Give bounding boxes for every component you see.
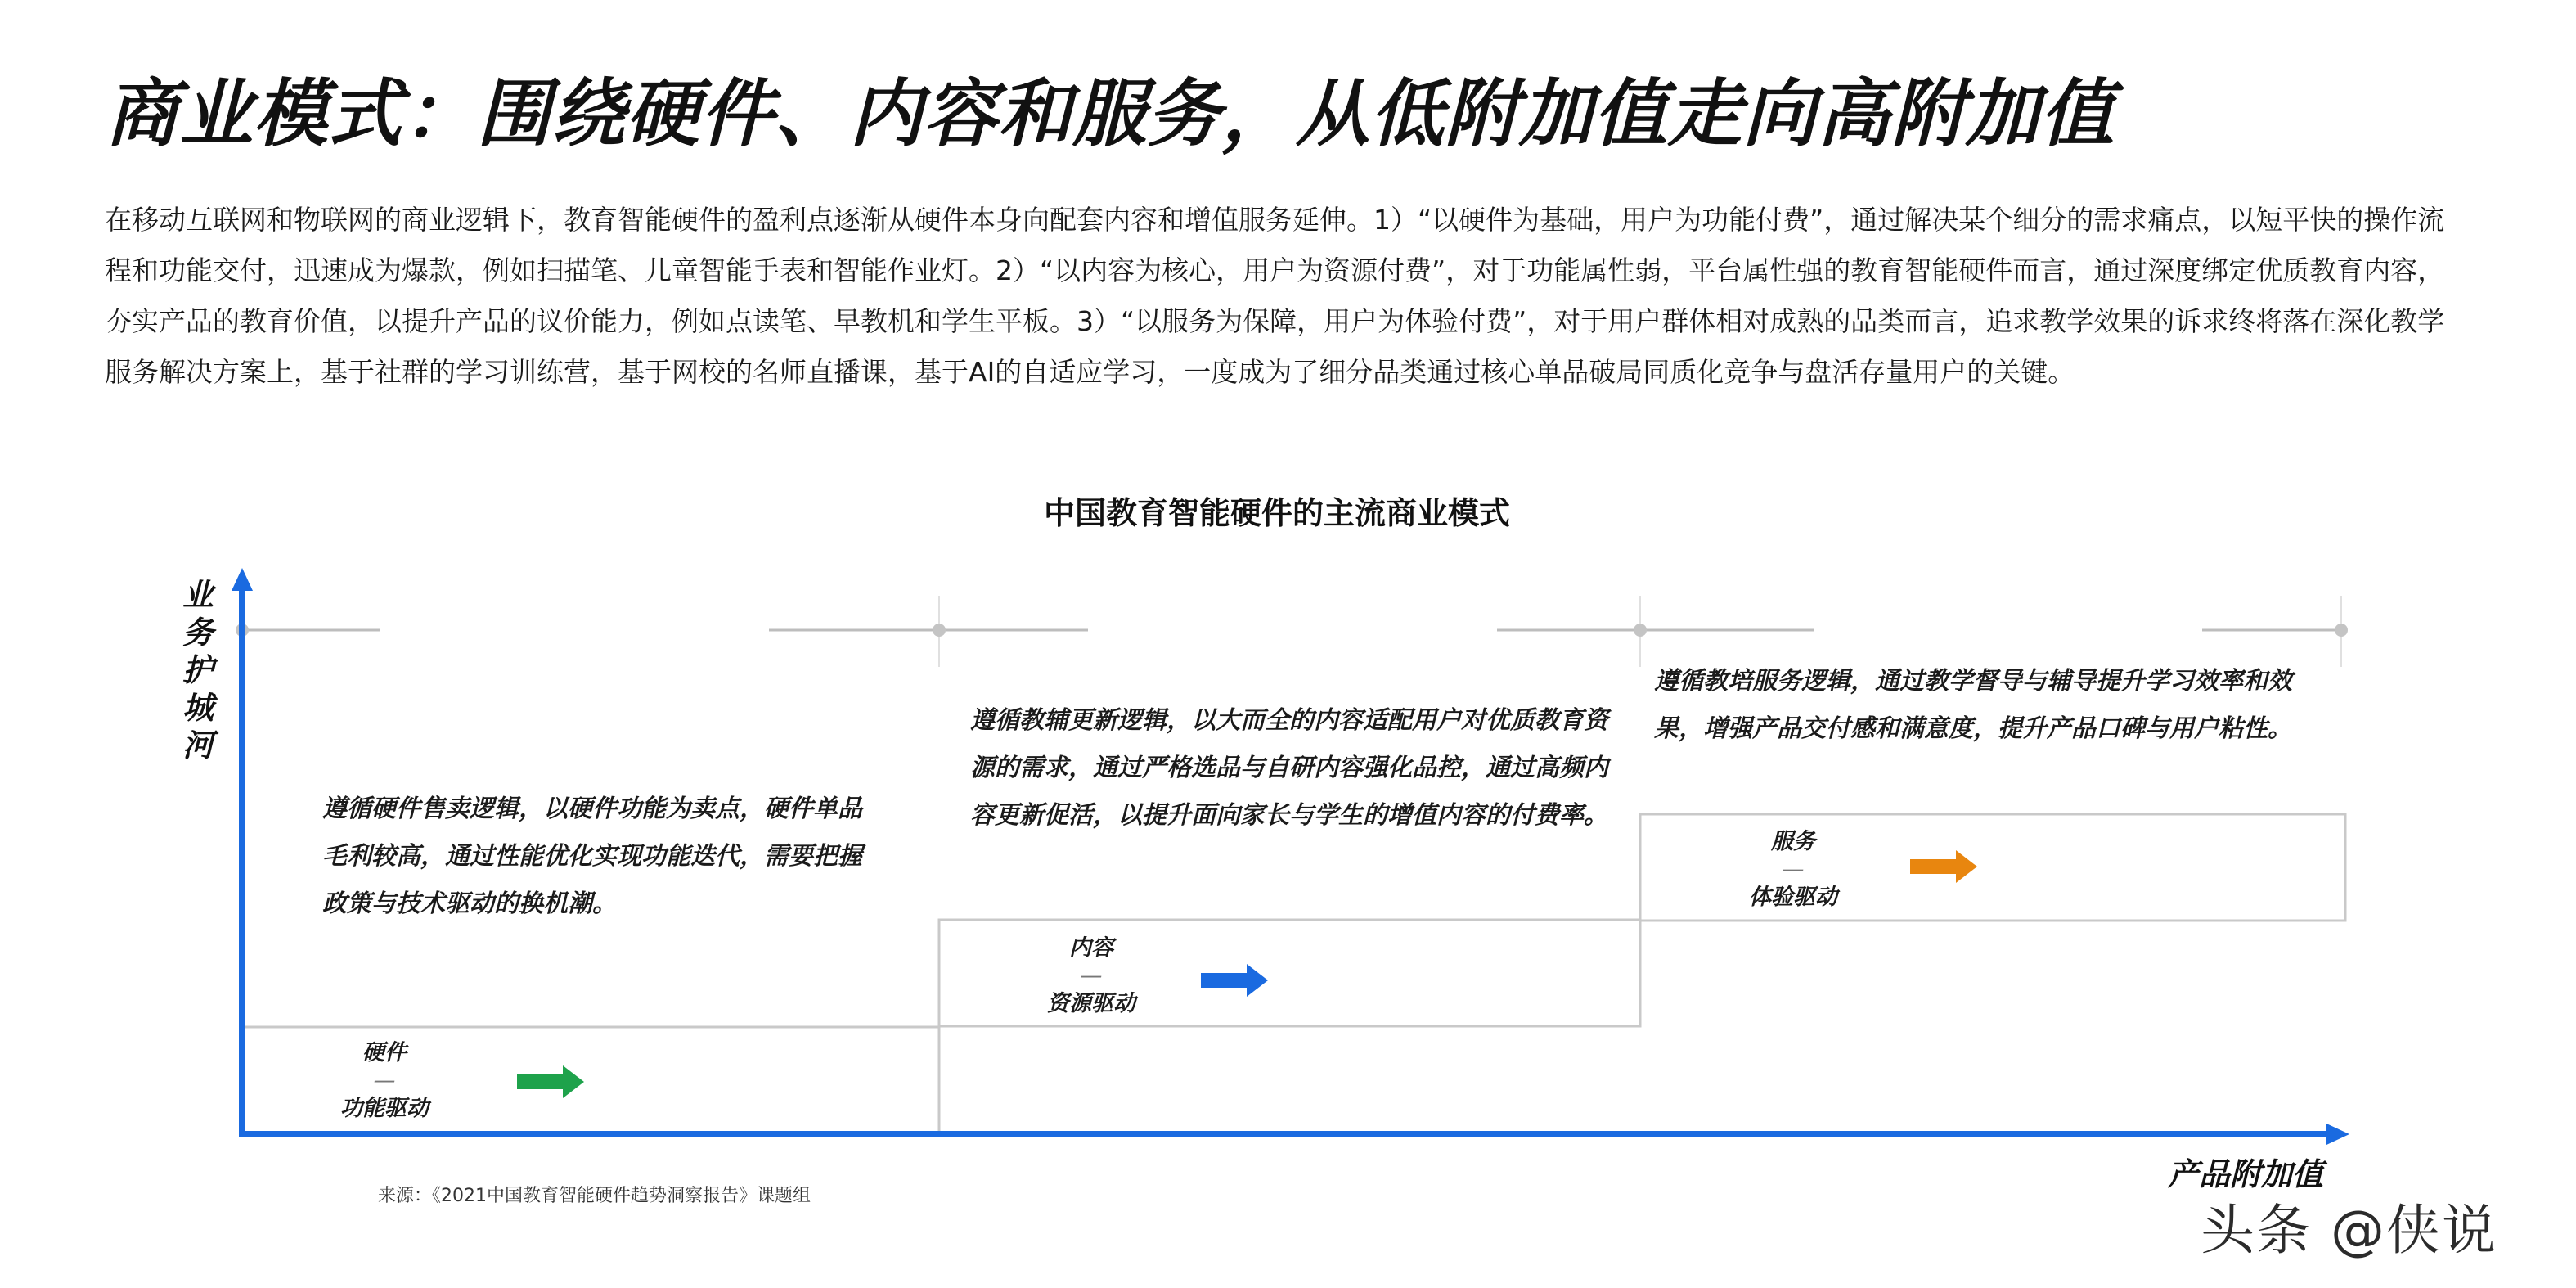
step-name: 服务 [1771, 829, 1815, 854]
step-description-content: 遵循教辅更新逻辑，以大而全的内容适配用户对优质教育资源的需求，通过严格选品与自研内容强化品控，通过高频内容更新促活，以提升面向家长与学生的增值内容的付费率。 [970, 706, 1608, 830]
page-title: 商业模式：围绕硬件、内容和服务，从低附加值走向高附加值 [105, 71, 2115, 157]
step-driver: 体验驱动 [1749, 885, 1837, 910]
guide-dot [1634, 624, 1647, 637]
step-label-content [1018, 934, 1165, 1018]
x-axis-arrowhead [2326, 1124, 2349, 1145]
step-name: 内容 [1069, 935, 1113, 961]
guide-dot [2335, 624, 2348, 637]
watermark: 头条 @侠说 [2201, 1199, 2497, 1262]
step-name: 硬件 [362, 1040, 407, 1065]
step-label-service [1720, 828, 1867, 912]
x-axis-label: 产品附加值 [2168, 1156, 2324, 1192]
diagram-title: 中国教育智能硬件的主流商业模式 [1044, 495, 1511, 531]
guide-dots [236, 624, 2348, 637]
step-description-service: 遵循教培服务逻辑，通过教学督导与辅导提升学习效率和效果，增强产品交付感和满意度，提升产品口碑与用户粘性。 [1654, 667, 2292, 743]
arrow-icon [1910, 850, 1977, 883]
step-dash: — [373, 1068, 396, 1093]
step-dash: — [1782, 857, 1805, 882]
guide-dot [933, 624, 946, 637]
step-description-hardware: 遵循硬件售卖逻辑，以硬件功能为卖点，硬件单品毛利较高，通过性能优化实现功能迭代，需要把握政策与技术驱动的换机潮。 [322, 795, 862, 918]
arrow-icon [517, 1065, 584, 1098]
y-axis-arrowhead [232, 568, 253, 591]
source-note: 来源：《2021中国教育智能硬件趋势洞察报告》课题组 [378, 1186, 811, 1206]
step-driver: 功能驱动 [340, 1096, 429, 1121]
step-dash: — [1080, 963, 1103, 989]
arrow-icon [1201, 964, 1268, 997]
step-driver: 资源驱动 [1047, 991, 1135, 1016]
step-label-hardware [311, 1039, 458, 1123]
intro-paragraph: 在移动互联网和物联网的商业逻辑下，教育智能硬件的盈利点逐渐从硬件本身向配套内容和增值服务延伸。1）“以硬件为基础，用户为功能付费”，通过解决某个细分的需求痛点，以短平快的操作流程和功能交付，迅速成为爆款，例如扫描笔、儿童智能手表和智能作业灯。2）“以内容为核心，用户为资源付费”，对于功能属性弱，平台属性强的教育智能硬件而言，通过深度绑定优质教育内容，夯实产品的教育价值，以提升产品的议价能力，例如点读笔、早教机和学生平板。3）“以服务为保障，用户为体验付费”，对于用户群体相对成熟的品类而言，追求教学效果的诉求终将落在深化教学服务解决方案上，基于社群的学习训练营，基于网校的名师直播课，基于AI的自适应学习，一度成为了细分品类通过核心单品破局同质化竞争与盘活存量用户的关键。 [105, 204, 2445, 388]
y-axis-label: 业务护城河 [182, 577, 214, 763]
